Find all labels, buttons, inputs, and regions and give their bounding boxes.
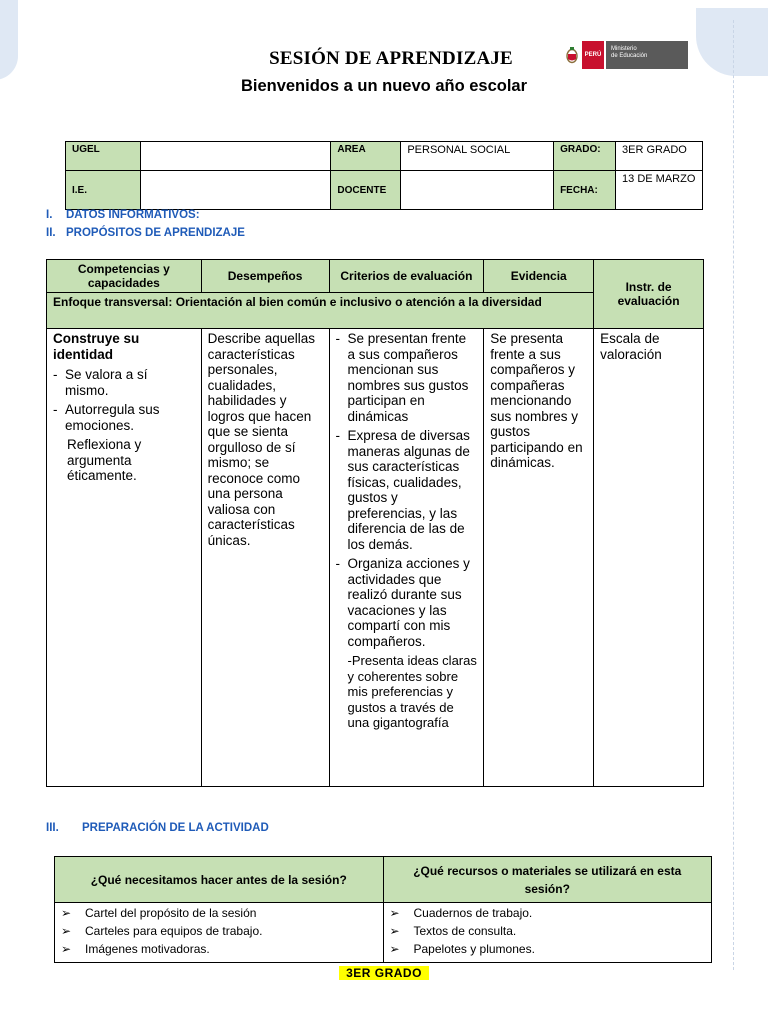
area-value: PERSONAL SOCIAL bbox=[401, 142, 554, 171]
info-table bbox=[65, 141, 703, 210]
capacidad-extra: Reflexiona y argumenta éticamente. bbox=[67, 437, 142, 483]
grado-label: GRADO: bbox=[554, 142, 616, 171]
page-margin-guide bbox=[733, 20, 734, 970]
grado-value: 3ER GRADO bbox=[616, 142, 703, 171]
ie-value bbox=[140, 171, 330, 210]
list-item: ➢ Imágenes motivadoras. bbox=[61, 942, 210, 956]
desempeno-cell: Describe aquellas características personales, cualidades, habilidades y logros que hacen que se sienta orgulloso de sí mismo; se reconoce como una persona valiosa con características únicas. bbox=[201, 329, 329, 787]
section-datos-informativos: I. DATOS INFORMATIVOS: bbox=[46, 209, 200, 221]
coat-of-arms-icon bbox=[562, 41, 582, 69]
header-competencias: Competencias y capacidades bbox=[47, 260, 202, 293]
list-item: - Organiza acciones y actividades que realizó durante sus vacaciones y las compartí con mis compañeros. bbox=[335, 556, 470, 649]
competencia-title: Construye su identidad bbox=[53, 331, 140, 362]
area-label: AREA bbox=[331, 142, 401, 171]
document-subtitle: Bienvenidos a un nuevo año escolar bbox=[240, 77, 528, 95]
logo-peru-label: PERÚ bbox=[582, 41, 604, 69]
instrumento-cell: Escala de valoración bbox=[594, 329, 704, 787]
footer-grade-label: 3ER GRADO bbox=[339, 966, 429, 980]
list-item: ➢ Cuadernos de trabajo. bbox=[389, 906, 533, 920]
fecha-label: FECHA: bbox=[554, 171, 616, 210]
ugel-label: UGEL bbox=[66, 142, 141, 171]
header-instrumento: Instr. de evaluación bbox=[594, 260, 704, 329]
competencias-cell bbox=[47, 329, 202, 787]
list-item: ➢ Cartel del propósito de la sesión bbox=[61, 906, 257, 920]
list-item: - Autorregula sus emociones. bbox=[53, 402, 160, 433]
preparacion-table bbox=[54, 856, 712, 963]
document-title: SESIÓN DE APRENDIZAJE bbox=[269, 48, 513, 69]
fecha-value: 13 DE MARZO bbox=[616, 171, 703, 210]
header-evidencia: Evidencia bbox=[484, 260, 594, 293]
ie-label: I.E. bbox=[66, 171, 141, 210]
header-antes: ¿Qué necesitamos hacer antes de la sesión? bbox=[55, 857, 384, 903]
section-propositos: II. PROPÓSITOS DE APRENDIZAJE bbox=[46, 227, 245, 239]
list-item: ➢ Textos de consulta. bbox=[389, 924, 517, 938]
header-criterios: Criterios de evaluación bbox=[329, 260, 484, 293]
list-item: - Se presentan frente a sus compañeros mencionan sus nombres sus gustos participan en dinámicas bbox=[335, 331, 469, 424]
list-item: - Expresa de diversas maneras algunas de sus características físicas, cualidades, gustos y preferencias, y las diferencia de las de los demás. bbox=[335, 428, 470, 552]
propositos-table bbox=[46, 259, 704, 787]
section-preparacion: III. PREPARACIÓN DE LA ACTIVIDAD bbox=[46, 822, 269, 834]
header-desempenos: Desempeños bbox=[201, 260, 329, 293]
header-recursos: ¿Qué recursos o materiales se utilizará en esta sesión? bbox=[383, 857, 712, 903]
evidencia-cell: Se presenta frente a sus compañeros y compañeras mencionando sus nombres y gustos participando en dinámicas. bbox=[484, 329, 594, 787]
criterios-cell bbox=[329, 329, 484, 787]
list-item: - Se valora a sí mismo. bbox=[53, 367, 148, 398]
logo-ministry-label: Ministerio de Educación bbox=[604, 41, 688, 69]
list-item: ➢ Carteles para equipos de trabajo. bbox=[61, 924, 263, 938]
antes-cell bbox=[55, 903, 384, 963]
list-item: ➢ Papelotes y plumones. bbox=[389, 942, 535, 956]
recursos-cell bbox=[383, 903, 712, 963]
enfoque-transversal: Enfoque transversal: Orientación al bien común e inclusivo o atención a la diversidad bbox=[47, 293, 594, 329]
docente-label: DOCENTE bbox=[331, 171, 401, 210]
ugel-value bbox=[140, 142, 330, 171]
ministry-logo bbox=[562, 41, 688, 69]
criterio-extra: -Presenta ideas claras y coherentes sobre mis preferencias y gustos a través de una gigantografía bbox=[347, 653, 477, 730]
docente-value bbox=[401, 171, 554, 210]
